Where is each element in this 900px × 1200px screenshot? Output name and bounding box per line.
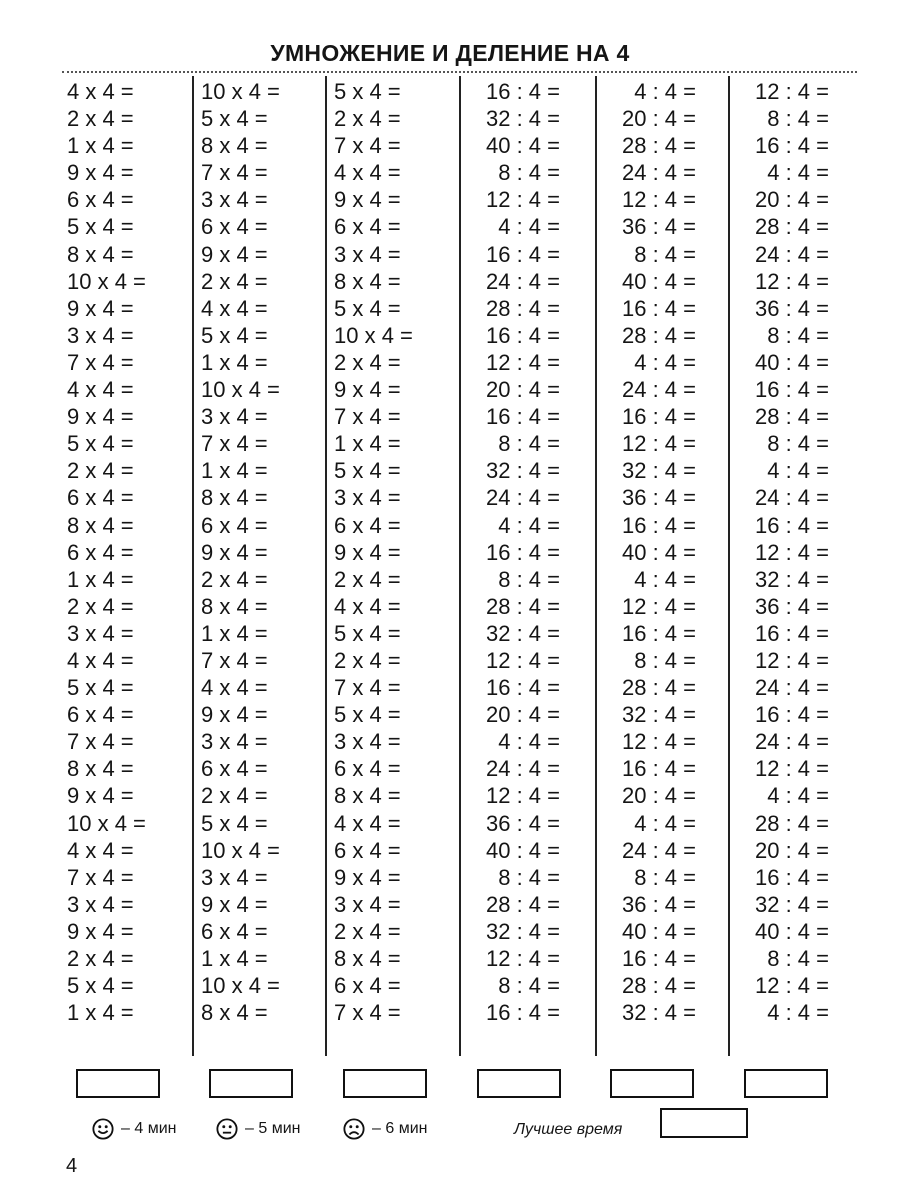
exercise-item: 8 x 4 = xyxy=(67,512,134,538)
exercise-item: 9 x 4 = xyxy=(67,783,134,809)
exercise-item: 28 : 4 = xyxy=(621,973,696,999)
exercise-item: 16 : 4 = xyxy=(485,675,560,701)
exercise-item: 36 : 4 = xyxy=(754,295,829,321)
exercise-item: 6 x 4 = xyxy=(67,539,134,565)
exercise-item: 10 x 4 = xyxy=(201,79,280,104)
time-box-6[interactable] xyxy=(744,1069,828,1098)
exercise-item: 20 : 4 = xyxy=(485,702,560,728)
legend-item-5-min xyxy=(216,1114,300,1144)
time-box-3[interactable] xyxy=(343,1069,427,1098)
exercise-item: 5 x 4 = xyxy=(334,295,401,321)
exercise-column-5 xyxy=(598,78,696,1026)
exercise-item: 12 : 4 = xyxy=(754,756,829,782)
exercise-item: 28 : 4 = xyxy=(485,295,560,321)
exercise-item: 24 : 4 = xyxy=(485,268,560,294)
exercise-item: 6 x 4 = xyxy=(67,485,134,511)
exercise-item: 9 x 4 = xyxy=(201,539,268,565)
exercise-item: 12 : 4 = xyxy=(754,268,829,294)
exercise-item: 40 : 4 = xyxy=(754,918,829,944)
exercise-item: 8 : 4 = xyxy=(634,241,696,267)
exercise-item: 32 : 4 = xyxy=(485,918,560,944)
exercise-item: 4 : 4 = xyxy=(498,512,560,538)
exercise-item: 8 x 4 = xyxy=(334,783,401,809)
exercise-item: 5 x 4 = xyxy=(334,702,401,728)
exercise-item: 32 : 4 = xyxy=(485,106,560,132)
exercise-item: 3 x 4 = xyxy=(201,729,268,755)
exercise-item: 4 : 4 = xyxy=(767,1000,829,1026)
exercise-item: 8 : 4 = xyxy=(767,431,829,457)
exercise-item: 3 x 4 = xyxy=(201,404,268,430)
exercise-item: 4 x 4 = xyxy=(201,295,268,321)
exercise-item: 40 : 4 = xyxy=(485,133,560,159)
exercise-item: 1 x 4 = xyxy=(201,620,268,646)
exercise-item: 6 x 4 = xyxy=(67,702,134,728)
exercise-item: 16 : 4 = xyxy=(485,539,560,565)
exercise-item: 8 : 4 = xyxy=(767,946,829,971)
exercise-item: 8 : 4 = xyxy=(498,431,560,457)
exercise-item: 3 x 4 = xyxy=(334,485,401,511)
exercise-item: 9 x 4 = xyxy=(67,404,134,430)
exercise-item: 3 x 4 = xyxy=(334,891,401,917)
exercise-item: 16 : 4 = xyxy=(621,756,696,782)
exercise-item: 2 x 4 = xyxy=(67,946,134,971)
exercise-item: 7 x 4 = xyxy=(67,864,134,890)
exercise-item: 8 x 4 = xyxy=(201,1000,268,1026)
exercise-item: 5 x 4 = xyxy=(67,973,134,999)
exercise-item: 24 : 4 = xyxy=(754,729,829,755)
exercise-item: 16 : 4 = xyxy=(485,404,560,430)
exercise-item: 7 x 4 = xyxy=(201,160,268,186)
exercise-item: 3 x 4 = xyxy=(201,187,268,213)
exercise-item: 4 : 4 = xyxy=(634,566,696,592)
exercise-item: 10 x 4 = xyxy=(67,810,146,836)
exercise-item: 8 x 4 = xyxy=(67,241,134,267)
exercise-item: 10 x 4 = xyxy=(334,322,413,348)
time-box-4[interactable] xyxy=(477,1069,561,1098)
exercise-item: 9 x 4 = xyxy=(334,377,401,403)
exercise-item: 2 x 4 = xyxy=(201,783,268,809)
exercise-item: 4 : 4 = xyxy=(767,160,829,186)
exercise-item: 2 x 4 = xyxy=(67,106,134,132)
exercise-item: 32 : 4 = xyxy=(485,620,560,646)
exercise-item: 24 : 4 = xyxy=(754,241,829,267)
exercise-item: 8 : 4 = xyxy=(634,647,696,673)
exercise-item: 32 : 4 = xyxy=(621,1000,696,1026)
exercise-item: 4 x 4 = xyxy=(67,837,134,863)
column-divider xyxy=(728,76,730,1056)
exercise-item: 7 x 4 = xyxy=(334,1000,401,1026)
exercise-item: 2 x 4 = xyxy=(334,566,401,592)
exercise-item: 28 : 4 = xyxy=(754,404,829,430)
best-time-label: Лучшее время xyxy=(514,1121,623,1138)
exercise-item: 40 : 4 = xyxy=(621,918,696,944)
exercise-item: 12 : 4 = xyxy=(621,187,696,213)
exercise-item: 24 : 4 = xyxy=(485,756,560,782)
exercise-item: 8 x 4 = xyxy=(201,593,268,619)
exercise-item: 16 : 4 = xyxy=(621,946,696,971)
exercise-item: 5 x 4 = xyxy=(334,79,401,104)
exercise-item: 40 : 4 = xyxy=(621,268,696,294)
exercise-item: 36 : 4 = xyxy=(621,891,696,917)
exercise-item: 16 : 4 = xyxy=(485,79,560,104)
exercise-item: 16 : 4 = xyxy=(485,241,560,267)
exercise-item: 5 x 4 = xyxy=(201,322,268,348)
exercise-item: 9 x 4 = xyxy=(334,539,401,565)
exercise-item: 5 x 4 = xyxy=(334,620,401,646)
exercise-item: 7 x 4 = xyxy=(67,349,134,375)
exercise-item: 4 x 4 = xyxy=(334,160,401,186)
exercise-item: 36 : 4 = xyxy=(621,214,696,240)
exercise-item: 24 : 4 = xyxy=(621,837,696,863)
exercise-item: 28 : 4 = xyxy=(621,675,696,701)
exercise-item: 8 : 4 = xyxy=(498,160,560,186)
exercise-item: 12 : 4 = xyxy=(754,647,829,673)
legend-text: – 6 мин xyxy=(372,1120,428,1137)
exercise-item: 40 : 4 = xyxy=(621,539,696,565)
exercise-item: 8 x 4 = xyxy=(334,268,401,294)
exercise-item: 2 x 4 = xyxy=(334,106,401,132)
exercise-item: 2 x 4 = xyxy=(334,349,401,375)
exercise-item: 32 : 4 = xyxy=(621,702,696,728)
exercise-item: 9 x 4 = xyxy=(334,864,401,890)
exercise-item: 4 : 4 = xyxy=(498,729,560,755)
exercise-item: 4 : 4 = xyxy=(498,214,560,240)
exercise-item: 4 x 4 = xyxy=(67,377,134,403)
exercise-item: 6 x 4 = xyxy=(201,918,268,944)
exercise-column-6 xyxy=(731,78,829,1026)
exercise-item: 9 x 4 = xyxy=(334,187,401,213)
exercise-item: 1 x 4 = xyxy=(201,458,268,484)
exercise-column-2 xyxy=(201,78,280,1026)
exercise-item: 16 : 4 = xyxy=(485,1000,560,1026)
exercise-item: 12 : 4 = xyxy=(485,946,560,971)
exercise-item: 16 : 4 = xyxy=(754,702,829,728)
exercise-item: 4 x 4 = xyxy=(334,810,401,836)
exercise-item: 4 x 4 = xyxy=(67,79,134,104)
exercise-item: 5 x 4 = xyxy=(201,106,268,132)
exercise-item: 20 : 4 = xyxy=(621,783,696,809)
page-title: УМНОЖЕНИЕ И ДЕЛЕНИЕ НА 4 xyxy=(270,40,630,66)
exercise-item: 8 : 4 = xyxy=(498,973,560,999)
exercise-item: 3 x 4 = xyxy=(334,241,401,267)
exercise-item: 28 : 4 = xyxy=(754,810,829,836)
exercise-item: 12 : 4 = xyxy=(485,187,560,213)
exercise-item: 5 x 4 = xyxy=(334,458,401,484)
exercise-item: 24 : 4 = xyxy=(621,377,696,403)
column-divider xyxy=(325,76,327,1056)
exercise-column-1 xyxy=(67,78,146,1026)
exercise-item: 12 : 4 = xyxy=(754,973,829,999)
exercise-item: 6 x 4 = xyxy=(201,512,268,538)
exercise-item: 5 x 4 = xyxy=(67,431,134,457)
column-divider xyxy=(192,76,194,1056)
exercise-item: 12 : 4 = xyxy=(485,349,560,375)
exercise-item: 28 : 4 = xyxy=(621,322,696,348)
exercise-item: 6 x 4 = xyxy=(201,214,268,240)
exercise-item: 28 : 4 = xyxy=(621,133,696,159)
exercise-item: 6 x 4 = xyxy=(201,756,268,782)
exercise-item: 1 x 4 = xyxy=(334,431,401,457)
exercise-item: 4 x 4 = xyxy=(201,675,268,701)
exercise-item: 10 x 4 = xyxy=(67,268,146,294)
exercise-item: 6 x 4 = xyxy=(67,187,134,213)
exercise-item: 40 : 4 = xyxy=(485,837,560,863)
exercise-item: 8 : 4 = xyxy=(634,864,696,890)
exercise-item: 24 : 4 = xyxy=(754,485,829,511)
exercise-item: 20 : 4 = xyxy=(485,377,560,403)
exercise-item: 12 : 4 = xyxy=(621,431,696,457)
exercise-item: 16 : 4 = xyxy=(621,620,696,646)
exercise-item: 6 x 4 = xyxy=(334,973,401,999)
exercise-item: 7 x 4 = xyxy=(201,647,268,673)
exercise-item: 24 : 4 = xyxy=(485,485,560,511)
exercise-item: 1 x 4 = xyxy=(67,133,134,159)
exercise-item: 4 : 4 = xyxy=(634,79,696,104)
exercise-item: 5 x 4 = xyxy=(67,214,134,240)
exercise-item: 1 x 4 = xyxy=(67,566,134,592)
legend-item-4-min xyxy=(92,1114,176,1144)
column-divider xyxy=(595,76,597,1056)
exercise-item: 12 : 4 = xyxy=(754,79,829,104)
exercise-item: 9 x 4 = xyxy=(67,918,134,944)
exercise-item: 36 : 4 = xyxy=(621,485,696,511)
exercise-item: 8 x 4 = xyxy=(334,946,401,971)
exercise-item: 4 x 4 = xyxy=(67,647,134,673)
column-divider xyxy=(459,76,461,1056)
exercise-item: 9 x 4 = xyxy=(201,891,268,917)
smiling-face-icon xyxy=(92,1118,114,1140)
exercise-item: 8 : 4 = xyxy=(767,106,829,132)
exercise-item: 4 x 4 = xyxy=(334,593,401,619)
sad-face-icon xyxy=(343,1118,365,1140)
exercise-item: 4 : 4 = xyxy=(767,783,829,809)
exercise-item: 8 x 4 = xyxy=(67,756,134,782)
exercise-item: 2 x 4 = xyxy=(67,593,134,619)
exercise-item: 8 x 4 = xyxy=(201,485,268,511)
exercise-item: 8 : 4 = xyxy=(498,566,560,592)
neutral-face-icon xyxy=(216,1118,238,1140)
exercise-item: 12 : 4 = xyxy=(485,647,560,673)
exercise-item: 28 : 4 = xyxy=(485,891,560,917)
time-box-5[interactable] xyxy=(610,1069,694,1098)
time-box-2[interactable] xyxy=(209,1069,293,1098)
exercise-item: 6 x 4 = xyxy=(334,837,401,863)
exercise-item: 5 x 4 = xyxy=(67,675,134,701)
exercise-item: 9 x 4 = xyxy=(67,160,134,186)
exercise-item: 16 : 4 = xyxy=(621,295,696,321)
title-dotted-rule xyxy=(62,71,857,73)
exercise-item: 16 : 4 = xyxy=(621,512,696,538)
exercise-item: 1 x 4 = xyxy=(201,349,268,375)
exercise-item: 2 x 4 = xyxy=(334,918,401,944)
exercise-item: 24 : 4 = xyxy=(754,675,829,701)
exercise-item: 32 : 4 = xyxy=(485,458,560,484)
exercise-item: 8 : 4 = xyxy=(767,322,829,348)
exercise-item: 4 : 4 = xyxy=(634,349,696,375)
exercise-item: 10 x 4 = xyxy=(201,837,280,863)
time-box-1[interactable] xyxy=(76,1069,160,1098)
exercise-item: 9 x 4 = xyxy=(201,241,268,267)
legend-text: – 5 мин xyxy=(245,1120,301,1137)
exercise-item: 12 : 4 = xyxy=(754,539,829,565)
exercise-item: 7 x 4 = xyxy=(334,675,401,701)
exercise-item: 12 : 4 = xyxy=(621,593,696,619)
exercise-item: 16 : 4 = xyxy=(485,322,560,348)
exercise-item: 10 x 4 = xyxy=(201,973,280,999)
exercise-item: 5 x 4 = xyxy=(201,810,268,836)
exercise-item: 4 : 4 = xyxy=(634,810,696,836)
exercise-item: 7 x 4 = xyxy=(334,404,401,430)
exercise-item: 8 : 4 = xyxy=(498,864,560,890)
exercise-item: 28 : 4 = xyxy=(754,214,829,240)
exercise-item: 40 : 4 = xyxy=(754,349,829,375)
best-time-box[interactable] xyxy=(660,1108,748,1138)
exercise-item: 4 : 4 = xyxy=(767,458,829,484)
exercise-item: 12 : 4 = xyxy=(621,729,696,755)
exercise-item: 36 : 4 = xyxy=(485,810,560,836)
exercise-item: 8 x 4 = xyxy=(201,133,268,159)
page-number: 4 xyxy=(66,1155,78,1177)
exercise-item: 7 x 4 = xyxy=(67,729,134,755)
exercise-item: 32 : 4 = xyxy=(621,458,696,484)
exercise-item: 3 x 4 = xyxy=(334,729,401,755)
exercise-item: 20 : 4 = xyxy=(754,187,829,213)
legend-text: – 4 мин xyxy=(121,1120,177,1137)
exercise-item: 3 x 4 = xyxy=(67,322,134,348)
exercise-item: 2 x 4 = xyxy=(334,647,401,673)
exercise-item: 20 : 4 = xyxy=(754,837,829,863)
exercise-item: 3 x 4 = xyxy=(67,620,134,646)
exercise-item: 12 : 4 = xyxy=(485,783,560,809)
exercise-item: 10 x 4 = xyxy=(201,377,280,403)
exercise-item: 3 x 4 = xyxy=(201,864,268,890)
exercise-item: 9 x 4 = xyxy=(67,295,134,321)
exercise-item: 16 : 4 = xyxy=(754,133,829,159)
exercise-item: 24 : 4 = xyxy=(621,160,696,186)
exercise-column-4 xyxy=(462,78,560,1026)
exercise-item: 16 : 4 = xyxy=(754,377,829,403)
exercise-item: 36 : 4 = xyxy=(754,593,829,619)
exercise-item: 1 x 4 = xyxy=(67,1000,134,1026)
exercise-column-3 xyxy=(334,78,413,1026)
exercise-item: 16 : 4 = xyxy=(754,864,829,890)
exercise-item: 20 : 4 = xyxy=(621,106,696,132)
exercise-item: 32 : 4 = xyxy=(754,566,829,592)
exercise-item: 16 : 4 = xyxy=(621,404,696,430)
exercise-item: 2 x 4 = xyxy=(201,268,268,294)
exercise-item: 2 x 4 = xyxy=(201,566,268,592)
exercise-item: 7 x 4 = xyxy=(334,133,401,159)
exercise-item: 6 x 4 = xyxy=(334,214,401,240)
exercise-item: 16 : 4 = xyxy=(754,620,829,646)
exercise-item: 32 : 4 = xyxy=(754,891,829,917)
exercise-item: 6 x 4 = xyxy=(334,512,401,538)
exercise-item: 9 x 4 = xyxy=(201,702,268,728)
exercise-item: 6 x 4 = xyxy=(334,756,401,782)
exercise-item: 2 x 4 = xyxy=(67,458,134,484)
exercise-item: 3 x 4 = xyxy=(67,891,134,917)
exercise-item: 1 x 4 = xyxy=(201,946,268,971)
exercise-item: 7 x 4 = xyxy=(201,431,268,457)
exercise-item: 28 : 4 = xyxy=(485,593,560,619)
exercise-item: 16 : 4 = xyxy=(754,512,829,538)
legend-item-6-min xyxy=(343,1114,427,1144)
